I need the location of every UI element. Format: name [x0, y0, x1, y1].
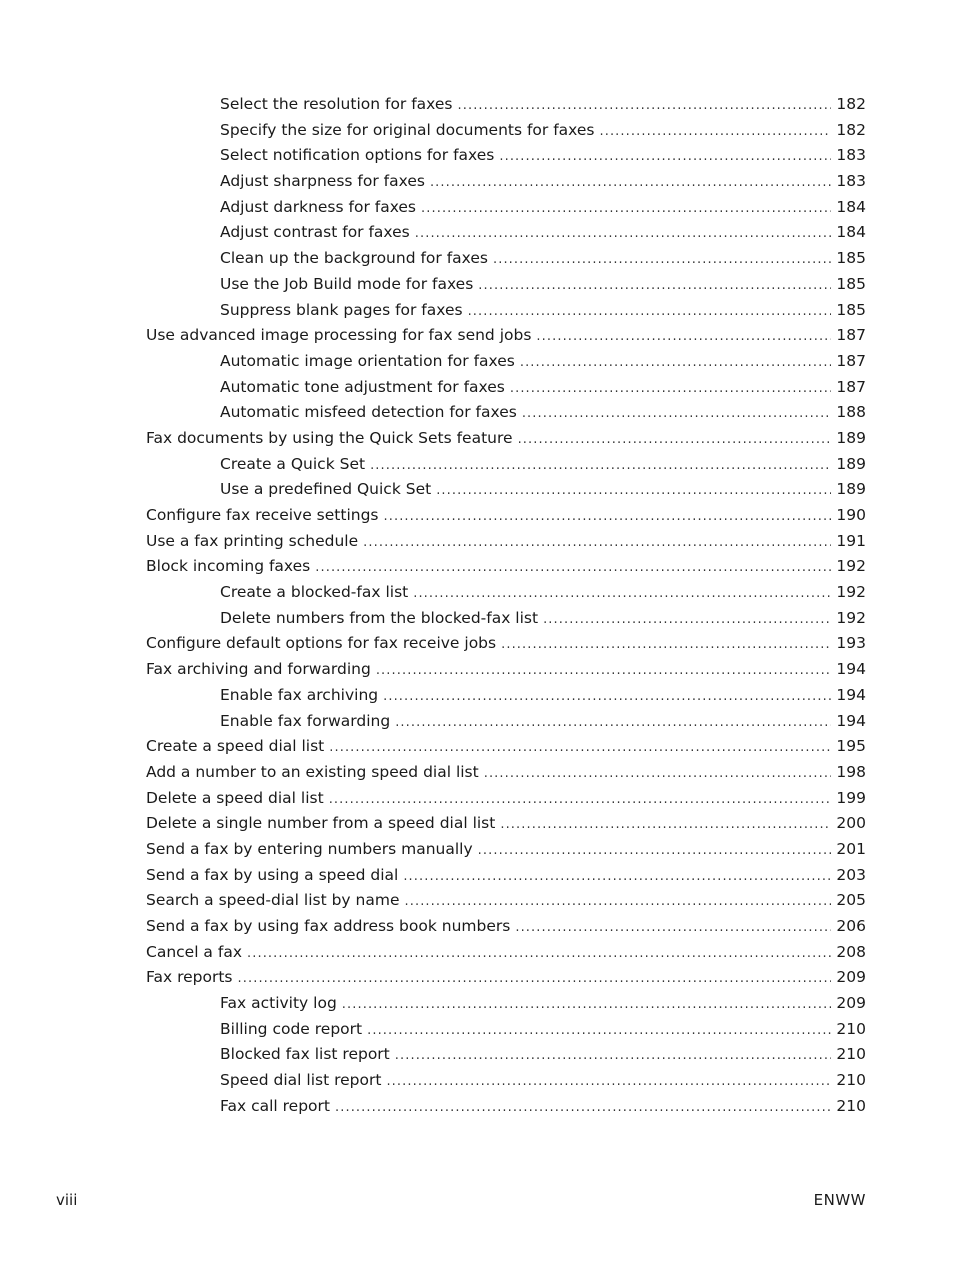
toc-entry-line — [220, 580, 866, 607]
toc-entry[interactable] — [0, 991, 954, 1017]
toc-entry-page: 189 — [836, 428, 866, 447]
toc-entry-title: Automatic misfeed detection for faxes — [220, 403, 517, 422]
dot-leader — [247, 941, 831, 967]
dot-leader — [329, 735, 831, 761]
toc-entry-line — [146, 323, 866, 350]
dot-leader — [403, 864, 831, 890]
toc-entry-title: Configure default options for fax receive jobs — [146, 634, 497, 653]
toc-entry-page: 182 — [836, 120, 866, 139]
toc-entry-title: Adjust darkness for faxes — [220, 197, 417, 216]
toc-entry-line — [220, 606, 866, 633]
toc-entry-line — [220, 375, 866, 402]
dot-leader — [500, 812, 831, 838]
toc-entry-line — [220, 169, 866, 196]
toc-entry-line — [220, 400, 866, 427]
toc-entry-page: 210 — [836, 1071, 866, 1090]
toc-entry[interactable] — [0, 349, 954, 375]
toc-entry[interactable] — [0, 811, 954, 837]
toc-entry[interactable] — [0, 323, 954, 349]
toc-entry[interactable] — [0, 914, 954, 940]
toc-entry-line — [146, 811, 866, 838]
toc-entry[interactable] — [0, 940, 954, 966]
toc-entry-title: Configure fax receive settings — [146, 506, 379, 524]
toc-entry-line — [146, 631, 866, 658]
toc-entry-title: Cancel a fax — [146, 942, 242, 961]
toc-entry-title: Send a fax by using fax address book numbers — [146, 917, 511, 935]
toc-entry-page: 201 — [836, 839, 866, 858]
toc-entry-page: 209 — [836, 968, 866, 987]
dot-leader — [421, 196, 831, 222]
dot-leader — [383, 684, 831, 710]
toc-entry-line — [220, 246, 866, 273]
dot-leader — [536, 324, 831, 350]
toc-entry-line — [220, 220, 866, 247]
toc-entry-title: Use advanced image processing for fax send jobs — [146, 326, 532, 345]
dot-leader — [395, 1043, 832, 1069]
toc-entry[interactable] — [0, 195, 954, 221]
toc-entry[interactable] — [0, 529, 954, 555]
toc-entry-line — [220, 298, 866, 325]
dot-leader — [520, 350, 832, 376]
toc-entry-page: 192 — [836, 583, 866, 602]
toc-entry[interactable] — [0, 118, 954, 144]
toc-entry-line — [146, 914, 866, 941]
toc-entry-line — [220, 272, 866, 299]
toc-entry-line — [220, 1017, 866, 1044]
toc-entry-title: Suppress blank pages for faxes — [220, 300, 463, 319]
toc-entry-line — [220, 683, 866, 710]
toc-entry-page: 209 — [836, 994, 866, 1013]
toc-entry[interactable] — [0, 1068, 954, 1094]
toc-entry-line — [146, 657, 866, 684]
toc-entry-line — [146, 863, 866, 890]
table-of-contents — [0, 92, 954, 1120]
toc-entry-line — [146, 529, 866, 556]
toc-entry-line — [220, 709, 866, 736]
toc-entry-page: 190 — [836, 506, 866, 524]
toc-entry[interactable] — [0, 709, 954, 735]
toc-entry-page: 210 — [836, 1019, 866, 1038]
dot-leader — [543, 607, 831, 633]
toc-entry-page: 183 — [836, 146, 866, 165]
dot-leader — [315, 555, 831, 581]
toc-entry-line — [220, 195, 866, 222]
dot-leader — [518, 427, 832, 453]
toc-entry-page: 185 — [836, 249, 866, 268]
toc-entry[interactable] — [0, 1017, 954, 1043]
toc-entry-page: 189 — [836, 480, 866, 499]
toc-entry[interactable] — [0, 92, 954, 118]
dot-leader — [238, 966, 832, 992]
toc-entry-line — [146, 760, 866, 787]
dot-leader — [522, 401, 832, 427]
toc-entry-page: 193 — [836, 634, 866, 653]
toc-entry-line — [146, 965, 866, 992]
toc-entry-page: 187 — [836, 351, 866, 370]
toc-entry-line — [146, 786, 866, 813]
toc-entry-page: 194 — [836, 660, 866, 679]
toc-entry-title: Speed dial list report — [220, 1071, 382, 1090]
dot-leader — [499, 144, 831, 170]
toc-entry-line — [146, 554, 866, 581]
toc-entry-title: Enable fax archiving — [220, 685, 379, 704]
dot-leader — [430, 170, 831, 196]
dot-leader — [376, 658, 832, 684]
toc-entry-page: 208 — [836, 942, 866, 961]
toc-entry-page: 183 — [836, 172, 866, 191]
toc-entry-page: 187 — [836, 377, 866, 396]
dot-leader — [370, 453, 831, 479]
toc-entry[interactable] — [0, 246, 954, 272]
dot-leader — [515, 915, 831, 941]
toc-entry-title: Blocked fax list report — [220, 1045, 390, 1064]
toc-entry[interactable] — [0, 786, 954, 812]
toc-entry-page: 184 — [836, 197, 866, 216]
toc-entry[interactable] — [0, 169, 954, 195]
toc-entry-page: 192 — [836, 557, 866, 576]
toc-entry-title: Select the resolution for faxes — [220, 95, 453, 113]
toc-entry-title: Fax call report — [220, 1096, 330, 1115]
dot-leader — [501, 632, 831, 658]
toc-entry-line — [220, 452, 866, 479]
toc-entry-title: Send a fax by using a speed dial — [146, 865, 399, 884]
dot-leader — [384, 504, 832, 530]
toc-entry-page: 187 — [836, 326, 866, 345]
toc-entry-page: 185 — [836, 274, 866, 293]
toc-entry-page: 210 — [836, 1045, 866, 1064]
toc-entry-title: Delete a single number from a speed dial list — [146, 814, 496, 833]
toc-entry-page: 210 — [836, 1096, 866, 1115]
toc-entry-line — [220, 1094, 866, 1121]
toc-entry-page: 195 — [836, 737, 866, 756]
toc-entry-line — [220, 143, 866, 170]
toc-entry-line — [220, 349, 866, 376]
toc-entry-title: Fax archiving and forwarding — [146, 660, 371, 679]
toc-entry-page: 203 — [836, 865, 866, 884]
toc-entry-title: Fax documents by using the Quick Sets feature — [146, 428, 513, 447]
toc-entry-title: Delete a speed dial list — [146, 788, 324, 807]
document-code: ENWW — [813, 1191, 866, 1209]
dot-leader — [329, 787, 832, 813]
page-footer — [56, 1188, 866, 1212]
toc-entry-title: Create a blocked-fax list — [220, 583, 409, 602]
toc-entry-title: Adjust contrast for faxes — [220, 223, 410, 242]
dot-leader — [599, 119, 831, 145]
toc-entry-title: Enable fax forwarding — [220, 711, 391, 730]
toc-entry-page: 185 — [836, 300, 866, 319]
toc-entry-page: 182 — [836, 95, 866, 113]
toc-entry[interactable] — [0, 580, 954, 606]
toc-entry-page: 192 — [836, 608, 866, 627]
toc-entry[interactable] — [0, 683, 954, 709]
page-number: viii — [56, 1191, 78, 1209]
toc-entry-line — [146, 888, 866, 915]
toc-entry-title: Use a predefined Quick Set — [220, 480, 432, 499]
dot-leader — [395, 710, 831, 736]
toc-entry-title: Delete numbers from the blocked-fax list — [220, 608, 539, 627]
toc-entry[interactable] — [0, 1094, 954, 1120]
toc-entry[interactable] — [0, 888, 954, 914]
toc-entry-title: Automatic tone adjustment for faxes — [220, 377, 505, 396]
dot-leader — [413, 581, 831, 607]
toc-entry-title: Block incoming faxes — [146, 557, 311, 576]
toc-entry[interactable] — [0, 631, 954, 657]
toc-entry[interactable] — [0, 452, 954, 478]
dot-leader — [478, 273, 831, 299]
toc-entry-line — [220, 991, 866, 1018]
dot-leader — [493, 247, 831, 273]
toc-entry[interactable] — [0, 1042, 954, 1068]
toc-entry-page: 191 — [836, 531, 866, 550]
toc-entry-title: Adjust sharpness for faxes — [220, 172, 425, 191]
toc-entry-line — [220, 92, 866, 119]
dot-leader — [478, 838, 832, 864]
toc-entry-title: Send a fax by entering numbers manually — [146, 839, 473, 858]
toc-entry[interactable] — [0, 375, 954, 401]
toc-entry-title: Automatic image orientation for faxes — [220, 351, 515, 370]
toc-entry-page: 199 — [836, 788, 866, 807]
toc-entry-line — [146, 503, 866, 530]
toc-entry-line — [146, 940, 866, 967]
dot-leader — [415, 221, 832, 247]
toc-entry-line — [146, 734, 866, 761]
toc-entry-title: Select notification options for faxes — [220, 146, 495, 165]
toc-entry[interactable] — [0, 863, 954, 889]
toc-entry[interactable] — [0, 606, 954, 632]
toc-entry-page: 205 — [836, 891, 866, 910]
toc-entry-page: 206 — [836, 917, 866, 935]
toc-entry[interactable] — [0, 657, 954, 683]
toc-entry-title: Specify the size for original documents for faxes — [220, 120, 595, 139]
toc-entry-page: 200 — [836, 814, 866, 833]
dot-leader — [436, 478, 831, 504]
toc-entry-line — [220, 1068, 866, 1095]
toc-entry-line — [146, 426, 866, 453]
toc-entry-title: Use a fax printing schedule — [146, 531, 359, 550]
toc-entry[interactable] — [0, 400, 954, 426]
toc-entry[interactable] — [0, 837, 954, 863]
toc-entry-title: Clean up the background for faxes — [220, 249, 488, 268]
toc-entry[interactable] — [0, 503, 954, 529]
toc-entry-line — [220, 477, 866, 504]
dot-leader — [367, 1018, 831, 1044]
toc-entry-line — [220, 1042, 866, 1069]
toc-entry-title: Billing code report — [220, 1019, 363, 1038]
dot-leader — [363, 530, 831, 556]
toc-entry-page: 194 — [836, 711, 866, 730]
toc-entry-title: Use the Job Build mode for faxes — [220, 274, 474, 293]
toc-entry[interactable] — [0, 272, 954, 298]
dot-leader — [458, 93, 832, 119]
dot-leader — [468, 299, 832, 325]
dot-leader — [342, 992, 832, 1018]
toc-entry-page: 198 — [836, 762, 866, 781]
toc-entry[interactable] — [0, 220, 954, 246]
toc-entry[interactable] — [0, 426, 954, 452]
toc-entry-page: 188 — [836, 403, 866, 422]
toc-entry[interactable] — [0, 477, 954, 503]
toc-entry-title: Fax activity log — [220, 994, 337, 1013]
dot-leader — [335, 1095, 831, 1121]
toc-entry[interactable] — [0, 143, 954, 169]
toc-entry-title: Create a Quick Set — [220, 454, 366, 473]
dot-leader — [405, 889, 832, 915]
toc-entry-line — [146, 837, 866, 864]
dot-leader — [386, 1069, 831, 1095]
toc-entry-title: Fax reports — [146, 968, 233, 987]
toc-entry-line — [220, 118, 866, 145]
dot-leader — [484, 761, 832, 787]
toc-entry[interactable] — [0, 760, 954, 786]
toc-entry-page: 194 — [836, 685, 866, 704]
toc-entry[interactable] — [0, 298, 954, 324]
toc-entry[interactable] — [0, 554, 954, 580]
toc-entry-title: Search a speed-dial list by name — [146, 891, 400, 910]
dot-leader — [510, 376, 832, 402]
toc-entry-page: 184 — [836, 223, 866, 242]
toc-entry[interactable] — [0, 734, 954, 760]
toc-entry-title: Add a number to an existing speed dial list — [146, 762, 479, 781]
toc-entry[interactable] — [0, 965, 954, 991]
toc-entry-page: 189 — [836, 454, 866, 473]
toc-entry-title: Create a speed dial list — [146, 737, 325, 756]
